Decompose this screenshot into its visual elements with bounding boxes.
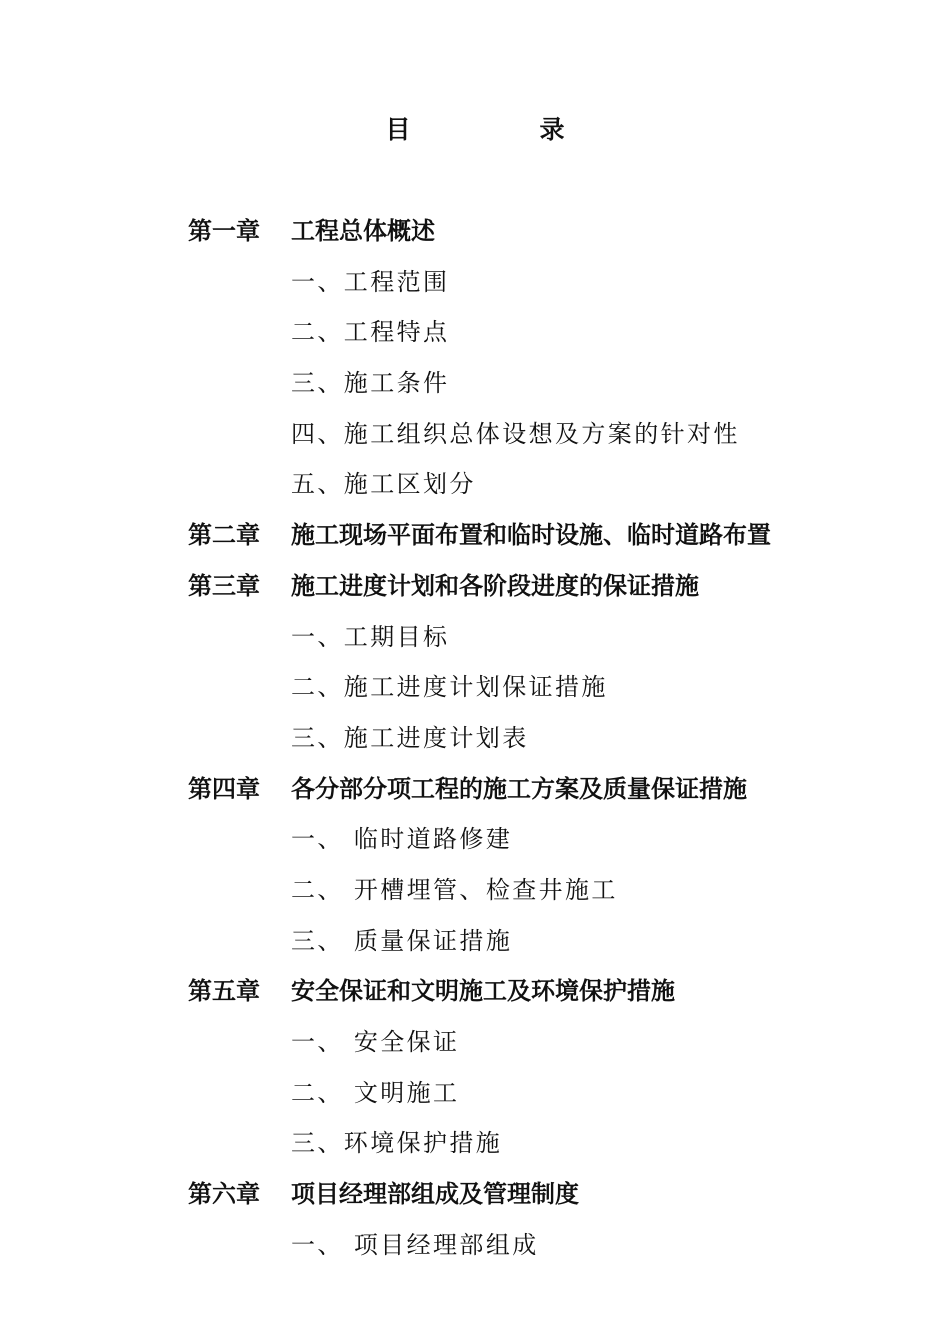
toc-section-entry [0, 612, 950, 663]
section-title: 三、环境保护措施 [291, 1129, 503, 1158]
chapter-title: 工程总体概述 [291, 216, 435, 245]
toc-section-entry [0, 358, 950, 409]
section-title: 一、 安全保证 [291, 1028, 460, 1056]
section-title: 一、 临时道路修建 [291, 825, 513, 854]
section-title: 五、施工区划分 [291, 470, 476, 499]
toc-chapter-entry [0, 206, 950, 257]
chapter-title: 项目经理部组成及管理制度 [291, 1179, 579, 1209]
section-title: 二、工程特点 [291, 318, 450, 347]
section-title: 三、施工条件 [291, 369, 450, 398]
toc-section-entry [0, 1220, 950, 1271]
toc-section-entry [0, 814, 950, 865]
chapter-title: 安全保证和文明施工及环境保护措施 [291, 976, 675, 1006]
toc-section-entry [0, 713, 950, 764]
toc-title: 目 录 [385, 115, 617, 144]
chapter-number: 第三章 [188, 570, 260, 600]
toc-section-entry [0, 1118, 950, 1169]
chapter-title: 各分部分项工程的施工方案及质量保证措施 [291, 773, 747, 803]
section-title: 二、 开槽埋管、检查井施工 [291, 875, 618, 904]
section-title: 二、施工进度计划保证措施 [291, 673, 608, 702]
toc-chapter-entry [0, 561, 950, 612]
chapter-number: 第二章 [188, 520, 260, 550]
toc-section-entry [0, 865, 950, 916]
toc-section-entry [0, 662, 950, 713]
toc-section-entry [0, 307, 950, 358]
toc-section-entry [0, 257, 950, 308]
chapter-number: 第一章 [188, 216, 260, 245]
section-title: 一、 项目经理部组成 [291, 1230, 539, 1259]
chapter-title: 施工进度计划和各阶段进度的保证措施 [291, 570, 699, 600]
toc-chapter-entry [0, 966, 950, 1017]
toc-section-entry [0, 1068, 950, 1119]
section-title: 三、施工进度计划表 [291, 723, 529, 752]
toc-section-entry [0, 409, 950, 460]
section-title: 一、工期目标 [291, 622, 450, 651]
toc-chapter-entry [0, 764, 950, 815]
chapter-number: 第四章 [188, 773, 260, 803]
section-title: 一、工程范围 [291, 267, 450, 296]
toc-section-entry [0, 459, 950, 510]
section-title: 三、 质量保证措施 [291, 926, 513, 955]
chapter-title: 施工现场平面布置和临时设施、临时道路布置 [291, 520, 771, 550]
chapter-number: 第六章 [188, 1179, 260, 1209]
toc-section-entry [0, 916, 950, 967]
toc-chapter-entry [0, 510, 950, 561]
toc-list [0, 206, 950, 1270]
section-title: 二、 文明施工 [291, 1078, 460, 1107]
toc-section-entry [0, 1017, 950, 1068]
section-title: 四、施工组织总体设想及方案的针对性 [291, 419, 740, 448]
chapter-number: 第五章 [188, 976, 260, 1006]
toc-chapter-entry [0, 1169, 950, 1220]
